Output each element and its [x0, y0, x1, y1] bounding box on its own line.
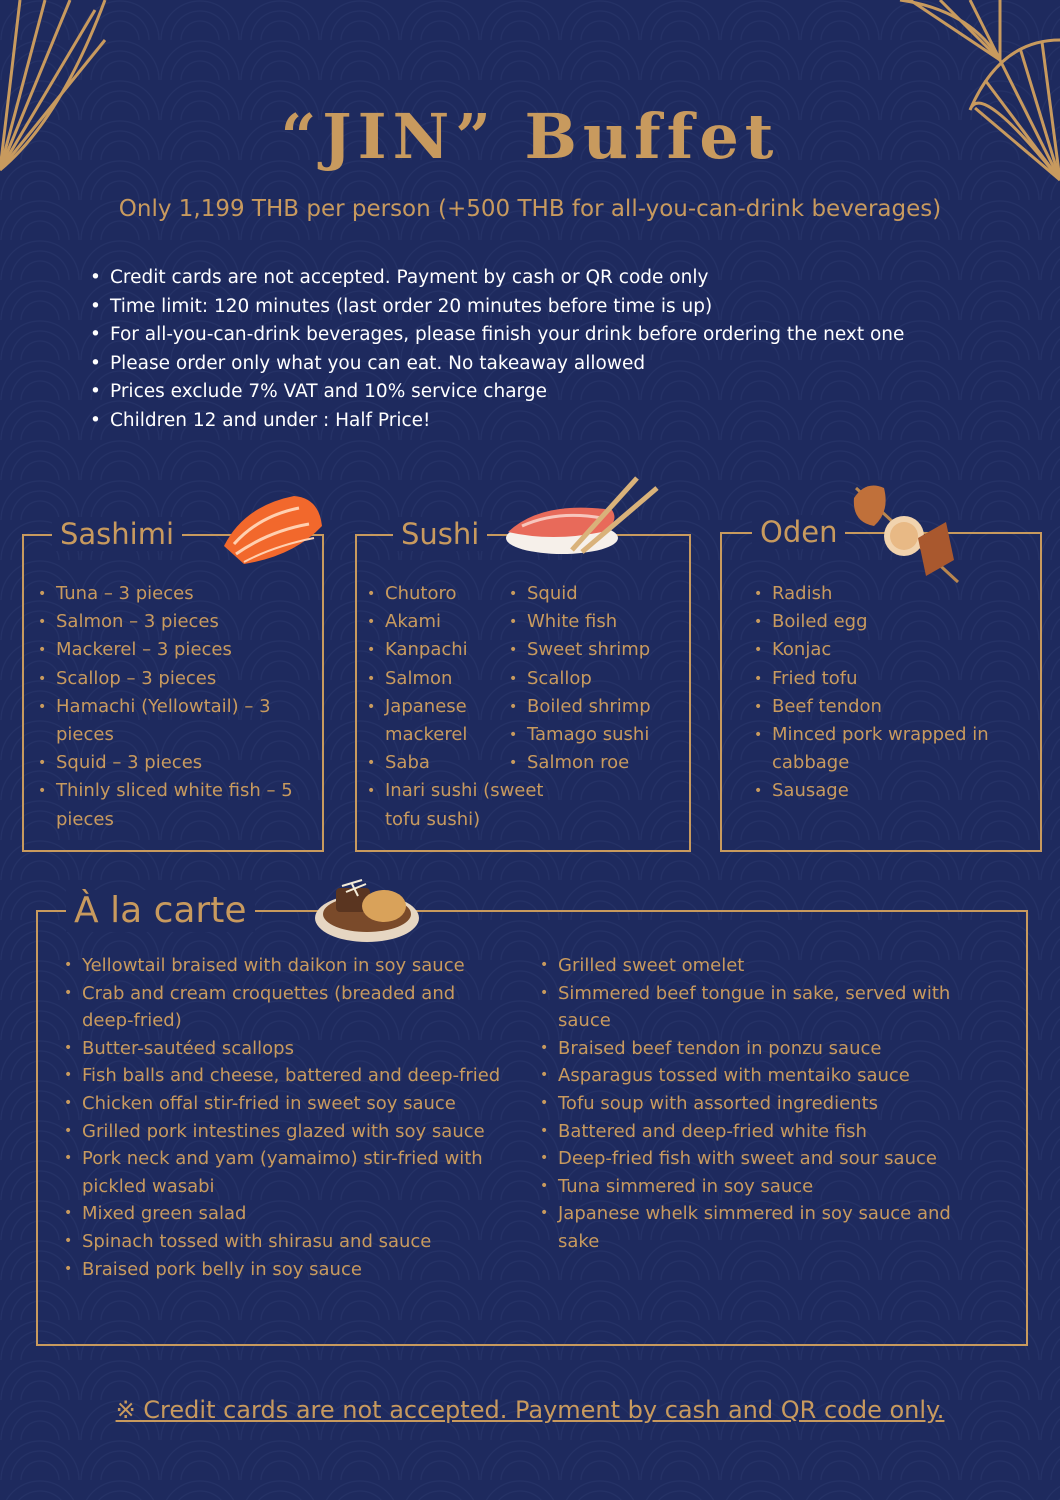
list-item: • Japanese mackerel	[365, 693, 513, 749]
alacarte-title: À la carte	[66, 890, 255, 932]
list-item: • Spinach tossed with shirasu and sauce	[62, 1228, 502, 1256]
list-item: • Mackerel – 3 pieces	[36, 636, 312, 664]
list-item: • Minced pork wrapped in cabbage	[752, 721, 1022, 777]
rules-list	[88, 264, 904, 436]
list-item: • Butter-sautéed scallops	[62, 1035, 502, 1063]
list-item: • Deep-fried fish with sweet and sour sauce	[538, 1145, 988, 1173]
list-item: • Asparagus tossed with mentaiko sauce	[538, 1062, 988, 1090]
list-item: • Japanese whelk simmered in soy sauce and sake	[538, 1200, 988, 1255]
rule-item: • Prices exclude 7% VAT and 10% service charge	[88, 378, 904, 407]
list-item: • Boiled shrimp	[507, 693, 685, 721]
list-item: • Pork neck and yam (yamaimo) stir-fried with pickled wasabi	[62, 1145, 502, 1200]
list-item: • Chutoro	[365, 580, 513, 608]
oden-list	[752, 580, 1022, 806]
page-title: “JIN” Buffet	[280, 100, 780, 173]
sushi-section	[355, 517, 691, 852]
list-item: • Sausage	[752, 777, 1022, 805]
list-item: • Squid – 3 pieces	[36, 749, 312, 777]
list-item: • Fish balls and cheese, battered and deep-fried	[62, 1062, 502, 1090]
list-item: • Kanpachi	[365, 636, 513, 664]
list-item: • Braised pork belly in soy sauce	[62, 1256, 502, 1284]
list-item: • Tamago sushi	[507, 721, 685, 749]
list-item: • Saba	[365, 749, 513, 777]
rule-item: • Children 12 and under : Half Price!	[88, 407, 904, 436]
list-item: • Battered and deep-fried white fish	[538, 1118, 988, 1146]
list-item: • Salmon roe	[507, 749, 685, 777]
list-item: • Chicken offal stir-fried in sweet soy sauce	[62, 1090, 502, 1118]
sushi-list-col2	[507, 580, 685, 777]
list-item: • Grilled pork intestines glazed with soy sauce	[62, 1118, 502, 1146]
list-item: • Mixed green salad	[62, 1200, 502, 1228]
payment-footer-note: ※ Credit cards are not accepted. Payment by cash and QR code only.	[115, 1396, 945, 1424]
braised-dish-illustration	[312, 866, 422, 946]
list-item: • Scallop	[507, 665, 685, 693]
list-item: • Salmon – 3 pieces	[36, 608, 312, 636]
list-item: • Sweet shrimp	[507, 636, 685, 664]
list-item: • Crab and cream croquettes (breaded and deep-fried)	[62, 980, 502, 1035]
rule-item: • For all-you-can-drink beverages, please finish your drink before ordering the next one	[88, 321, 904, 350]
list-item: • Boiled egg	[752, 608, 1022, 636]
list-item: • Tuna simmered in soy sauce	[538, 1173, 988, 1201]
oden-skewer-illustration	[846, 478, 966, 588]
oden-title: Oden	[752, 515, 845, 549]
list-item: • Hamachi (Yellowtail) – 3 pieces	[36, 693, 312, 749]
list-item: • Beef tendon	[752, 693, 1022, 721]
list-item: • Tuna – 3 pieces	[36, 580, 312, 608]
sashimi-list	[36, 580, 312, 834]
list-item: • Fried tofu	[752, 665, 1022, 693]
list-item: • Konjac	[752, 636, 1022, 664]
list-item: • Thinly sliced white fish – 5 pieces	[36, 777, 312, 833]
list-item: • White fish	[507, 608, 685, 636]
list-item: • Scallop – 3 pieces	[36, 665, 312, 693]
sushi-title: Sushi	[393, 517, 487, 551]
list-item: • Akami	[365, 608, 513, 636]
sashimi-section	[22, 517, 324, 852]
rule-item: • Credit cards are not accepted. Payment by cash or QR code only	[88, 264, 904, 293]
list-item: • Braised beef tendon in ponzu sauce	[538, 1035, 988, 1063]
list-item: • Tofu soup with assorted ingredients	[538, 1090, 988, 1118]
rule-item: • Please order only what you can eat. No takeaway allowed	[88, 350, 904, 379]
alacarte-list-col1	[62, 952, 502, 1283]
rule-item: • Time limit: 120 minutes (last order 20 minutes before time is up)	[88, 293, 904, 322]
list-item: • Yellowtail braised with daikon in soy sauce	[62, 952, 502, 980]
sashimi-title: Sashimi	[52, 517, 182, 551]
list-item: • Grilled sweet omelet	[538, 952, 988, 980]
list-item: • Radish	[752, 580, 1022, 608]
alacarte-section	[36, 890, 1028, 1346]
list-item: • Inari sushi (sweet tofu sushi)	[365, 777, 575, 833]
sushi-list-col1	[365, 580, 544, 834]
list-item: • Simmered beef tongue in sake, served with sauce	[538, 980, 988, 1035]
salmon-sashimi-illustration	[214, 486, 326, 568]
alacarte-list-col2	[538, 952, 988, 1256]
list-item: • Salmon	[365, 665, 513, 693]
sushi-chopsticks-illustration	[502, 470, 662, 560]
list-item: • Squid	[507, 580, 685, 608]
price-subtitle: Only 1,199 THB per person (+500 THB for all-you-can-drink beverages)	[118, 196, 942, 222]
